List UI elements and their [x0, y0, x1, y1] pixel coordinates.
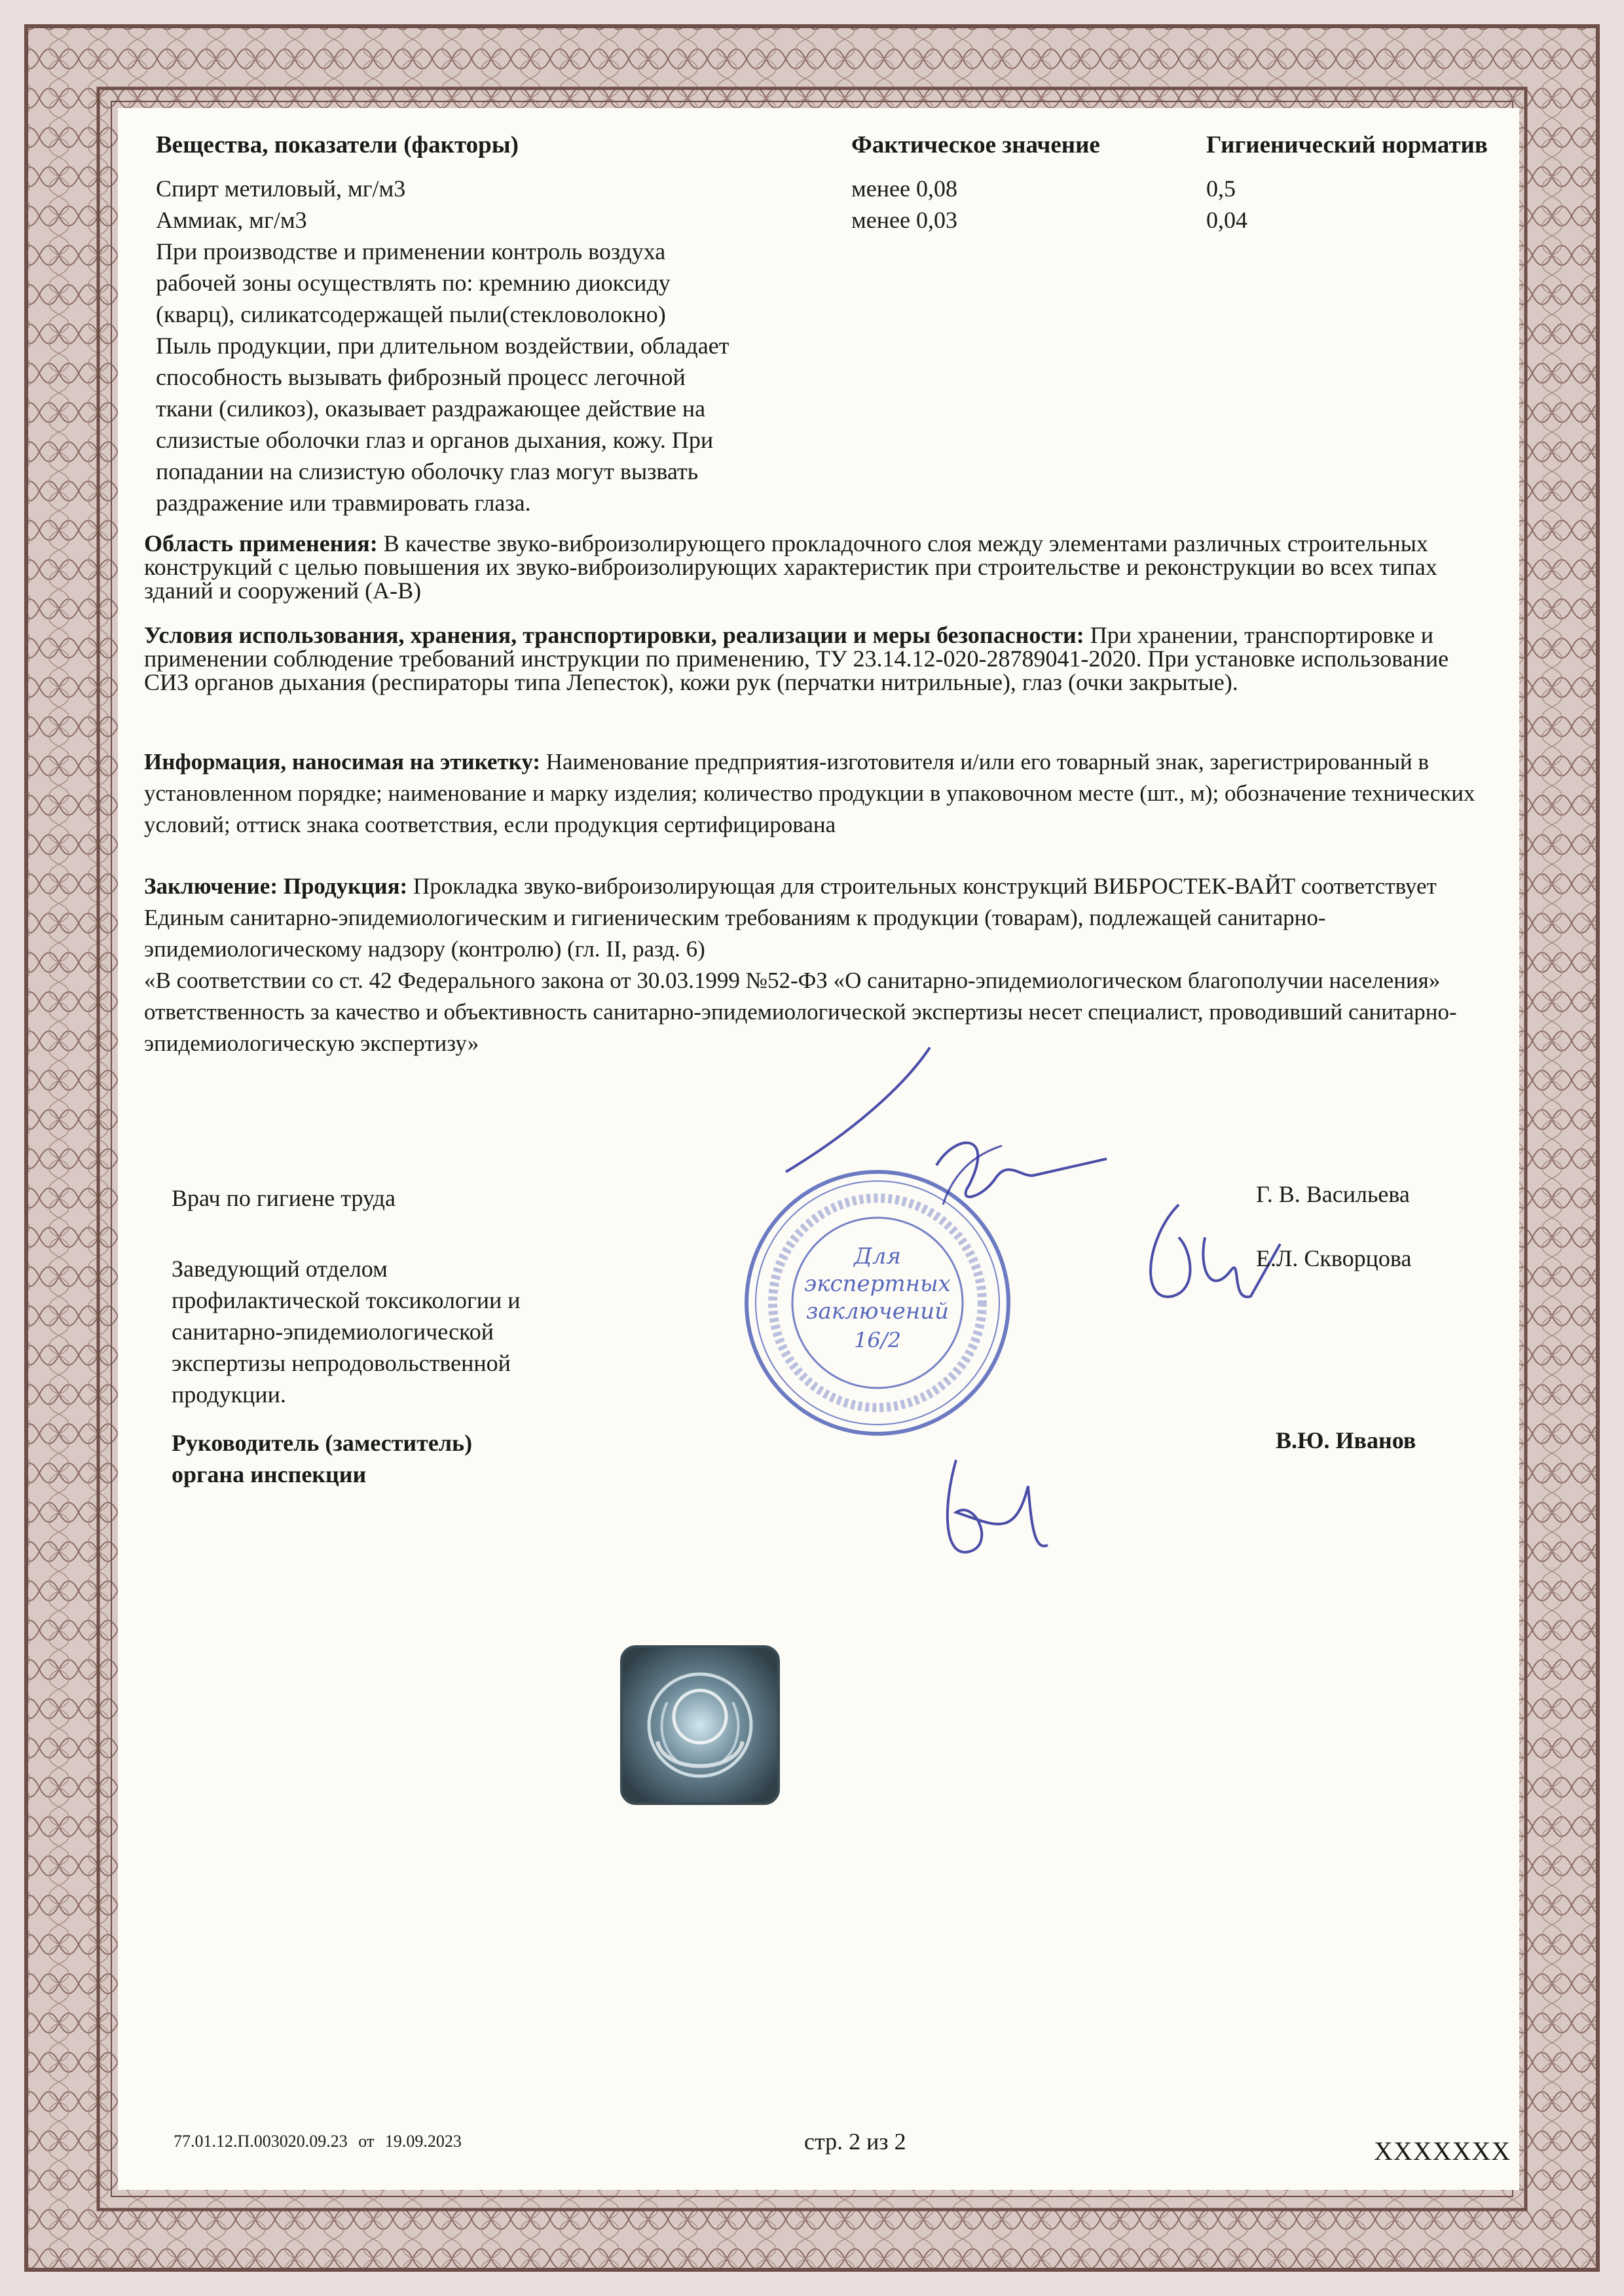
scope-label: Область применения:	[144, 530, 378, 556]
stamp-line: Для	[854, 1243, 901, 1269]
table-row-methanol-norm: 0,5	[1206, 175, 1236, 202]
conditions-label: Условия использования, хранения, транспортировки, реализации и меры безопасности:	[144, 622, 1084, 648]
conditions-text: При хранении, транспортировке и применении соблюдение требований инструкции по применению, ТУ 23.14.12-020-28789041-2020. При установке использование СИЗ органов дыхания (респираторы типа Лепесток), кожи рук (перчатки нитрильные), глаз (очки закрытые).	[144, 622, 1449, 695]
conclusion-label: Заключение: Продукция:	[144, 873, 408, 899]
hologram-seal-icon	[618, 1643, 782, 1807]
signature-ivanov	[917, 1447, 1074, 1578]
conclusion-section	[144, 871, 1480, 1059]
stamp-line: заключений	[805, 1298, 950, 1324]
chief-name: В.Ю. Иванов	[1276, 1427, 1416, 1453]
doc-number: 77.01.12.П.003020.09.23	[174, 2132, 348, 2151]
head-name: Е.Л. Скворцова	[1256, 1245, 1412, 1271]
note-line: Пыль продукции, при длительном воздействии, обладает	[156, 333, 729, 359]
label-info-label: Информация, наносимая на этикетку:	[144, 749, 541, 774]
note-line: При производстве и применении контроль воздуха	[156, 238, 666, 264]
conditions-section	[144, 623, 1480, 694]
scope-text: В качестве звуко-виброизолирующего прокладочного слоя между элементами различных строительных конструкций с целью повышения их звуко-виброизолирующих характеристик при строительстве и реконструкции во всех типах зданий и сооружений (А-В)	[144, 530, 1437, 604]
date-prefix: от	[358, 2132, 375, 2151]
scope-section	[144, 532, 1480, 602]
doctor-name: Г. В. Васильева	[1256, 1181, 1410, 1207]
doc-date: 19.09.2023	[384, 2132, 462, 2151]
table-header-actual: Фактическое значение	[851, 132, 1100, 158]
chief-title-line: Руководитель (заместитель)	[172, 1430, 473, 1456]
note-line: слизистые оболочки глаз и органов дыхания, кожу. При	[156, 427, 714, 453]
stamp-line: 16/2	[854, 1328, 901, 1353]
note-line: раздражение или травмировать глаза.	[156, 490, 531, 516]
table-row-ammonia-actual: менее 0,03	[851, 207, 957, 233]
note-line: рабочей зоны осуществлять по: кремнию диоксиду	[156, 270, 671, 296]
label-info-text: Наименование предприятия-изготовителя и/или его товарный знак, зарегистрированный в установленном порядке; наименование и марку изделия; количество продукции в упаковочном месте (шт., м); обозначение технических условий; оттиск знака соответствия, если продукция сертифицирована	[144, 749, 1475, 837]
head-title-line: экспертизы непродовольственной	[172, 1350, 511, 1376]
table-header-substances: Вещества, показатели (факторы)	[156, 132, 519, 158]
head-title-line: санитарно-эпидемиологической	[172, 1319, 494, 1345]
doctor-title: Врач по гигиене труда	[172, 1185, 396, 1211]
table-header-norm: Гигиенический норматив	[1206, 132, 1488, 158]
label-info-section	[144, 746, 1480, 841]
table-row-ammonia-name: Аммиак, мг/м3	[156, 207, 307, 233]
note-line: способность вызывать фиброзный процесс легочной	[156, 364, 686, 390]
footer-doc-number	[174, 2132, 462, 2151]
stamp-line: экспертных	[804, 1271, 951, 1297]
note-line: ткани (силикоз), оказывает раздражающее действие на	[156, 395, 706, 422]
note-line: попадании на слизистую оболочку глаз могут вызвать	[156, 458, 699, 484]
table-row-methanol-name: Спирт метиловый, мг/м3	[156, 175, 406, 202]
law-text: «В соответствии со ст. 42 Федерального закона от 30.03.1999 №52-ФЗ «О санитарно-эпидемиологическом благополучии населения» ответственность за качество и объективность санитарно-эпидемиологической экспертизы несет специалист, проводивший санитарно-эпидемиологическую экспертизу»	[144, 968, 1457, 1056]
serial-number: XXXXXXX	[1374, 2136, 1511, 2166]
head-title-line: продукции.	[172, 1381, 286, 1408]
table-row-methanol-actual: менее 0,08	[851, 175, 957, 202]
note-line: (кварц), силикатсодержащей пыли(стекловолокно)	[156, 301, 666, 327]
table-row-ammonia-norm: 0,04	[1206, 207, 1247, 233]
head-title-line: Заведующий отделом	[172, 1256, 388, 1282]
page-number: стр. 2 из 2	[804, 2128, 906, 2155]
head-title-line: профилактической токсикологии и	[172, 1287, 521, 1313]
conclusion-text: Прокладка звуко-виброизолирующая для строительных конструкций ВИБРОСТЕК-ВАЙТ соответствует Единым санитарно-эпидемиологическим и гигиеническим требованиям к продукции (товарам), подлежащей санитарно-эпидемиологическому надзору (контролю) (гл. II, разд. 6)	[144, 873, 1437, 962]
signature-vasilieva	[655, 1034, 1113, 1309]
chief-title-line: органа инспекции	[172, 1461, 367, 1487]
